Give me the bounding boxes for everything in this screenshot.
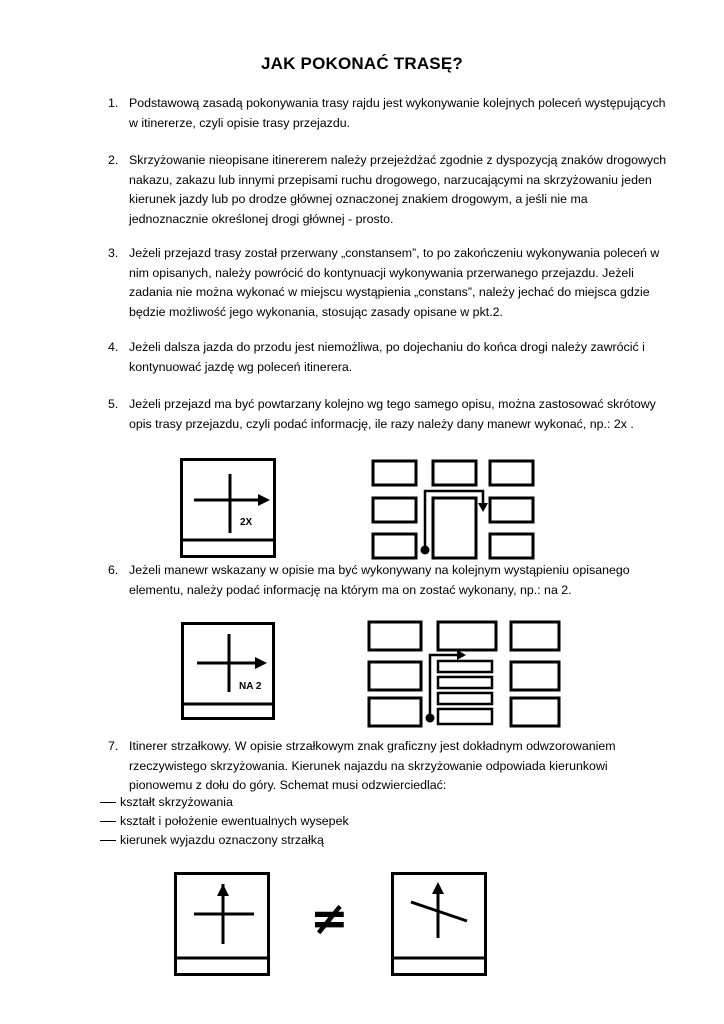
correct-junction-box — [174, 872, 270, 976]
item-text: Jeżeli przejazd ma być powtarzany kolejno wg tego samego opisu, można zastosować skrótowy opis trasy przejazdu, czyli podać informację, ile razy należy dany manewr wykonać, np.: 2x . — [129, 397, 656, 431]
bullet-item: kształt i położenie ewentualnych wysepek — [108, 812, 349, 831]
list-item-1 — [108, 94, 668, 133]
page-title: JAK POKONAĆ TRASĘ? — [261, 54, 463, 73]
occurrence-label: NA 2 — [239, 681, 262, 692]
list-item-4 — [108, 338, 668, 377]
repeat-label: 2X — [240, 517, 253, 528]
bullet-item: kierunek wyjazdu oznaczony strzałką — [108, 831, 324, 850]
list-item-7 — [108, 737, 668, 796]
dash-marker — [100, 840, 116, 841]
item-number: 1. — [108, 96, 119, 110]
repeat-maneuver-box — [180, 458, 276, 558]
item-number: 6. — [108, 563, 119, 577]
dash-marker — [100, 821, 116, 822]
item-text: Itinerer strzałkowy. W opisie strzałkowym znak graficzny jest dokładnym odwzorowaniem rzeczywistego skrzyżowania. Kierunek najazdu na skrzyżowanie odpowiada kierunkowi pionowemu z dołu do góry. Schemat musi odzwierciedlać: — [129, 739, 616, 792]
item-text: Skrzyżowanie nieopisane itinererem należy przejeżdżać zgodnie z dyspozycją znaków drogowych nakazu, zakazu lub innymi przepisami ruchu drogowego, narzucającymi na skrzyżowaniu jeden kierunek jazdy lub po drodze głównej oznaczonej znakiem drogowym, a jeśli nie ma jednoznacznie określonej drogi głównej - prosto. — [129, 153, 667, 226]
item-number: 4. — [108, 340, 119, 354]
incorrect-junction-box — [391, 872, 487, 976]
item-number: 7. — [108, 739, 119, 753]
item-text: Jeżeli manewr wskazany w opisie ma być wykonywany na kolejnym wystąpieniu opisanego elementu, należy podać informację na którym ma on zostać wykonany, np.: na 2. — [129, 563, 630, 597]
dash-marker — [100, 802, 116, 803]
item-text: Jeżeli dalsza jazda do przodu jest niemożliwa, po dojechaniu do końca drogi należy zawrócić i kontynuować jazdę wg poleceń itinerera. — [129, 340, 645, 374]
bullet-item: kształt skrzyżowania — [108, 793, 233, 812]
occurrence-maneuver-box — [181, 622, 275, 720]
item-text: Podstawową zasadą pokonywania trasy rajdu jest wykonywanie kolejnych poleceń występujących w itinererze, czyli opisie trasy przejazdu. — [129, 96, 666, 130]
item-number: 2. — [108, 153, 119, 167]
item-number: 5. — [108, 397, 119, 411]
repeat-maneuver-map — [370, 458, 536, 562]
list-item-6 — [108, 561, 668, 600]
item-text: Jeżeli przejazd trasy został przerwany „constansem”, to po zakończeniu wykonywania poleceń w nim opisanych, należy powrócić do kontynuacji wykonywania przerwanego przejazdu. Jeżeli zadania nie można wykonać w miejscu wystąpienia „constans”, należy jechać do miejsca gdzie będzie możliwość jego wykonania, stosując zasady opisane w pkt.2. — [129, 246, 660, 319]
list-item-5 — [108, 395, 668, 434]
item-number: 3. — [108, 246, 119, 260]
list-item-2 — [108, 151, 668, 229]
occurrence-maneuver-map — [366, 619, 562, 729]
not-equal-sign: ≠ — [310, 891, 349, 945]
list-item-3 — [108, 244, 668, 322]
